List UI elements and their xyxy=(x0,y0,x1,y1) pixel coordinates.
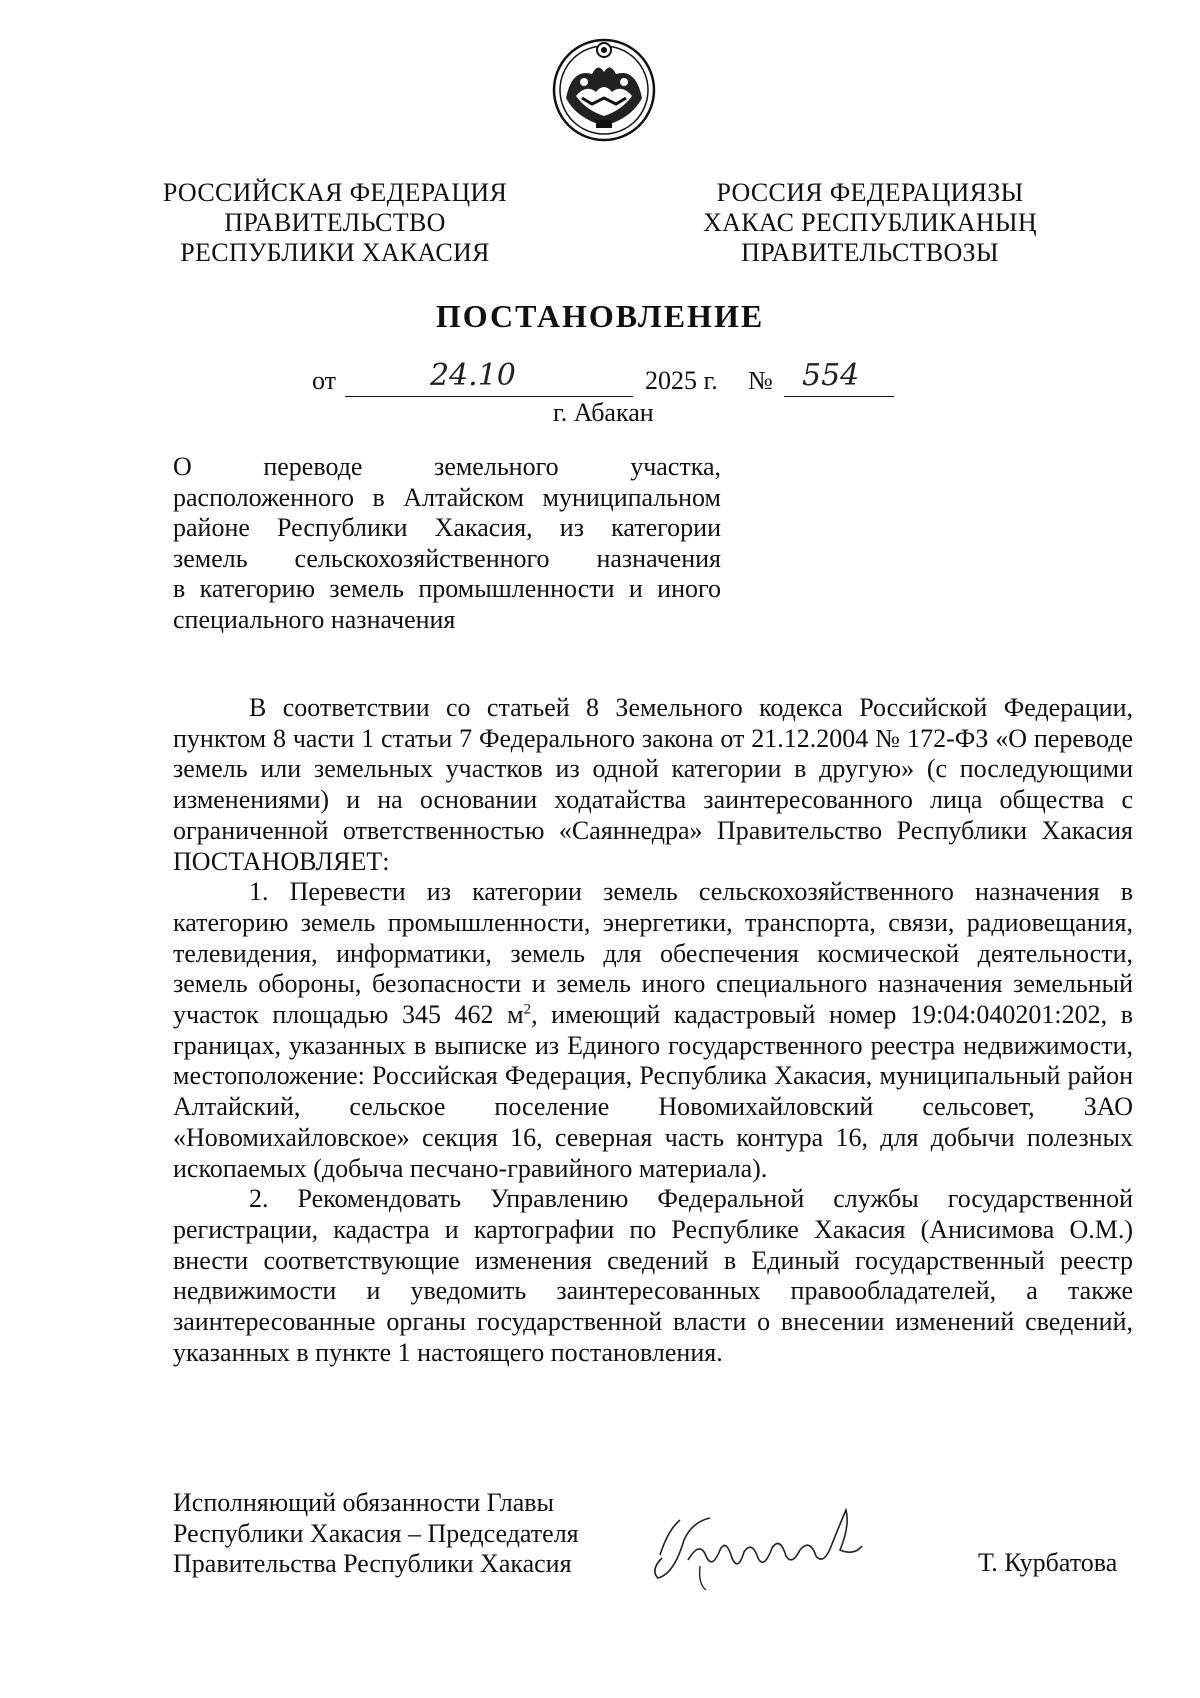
subject-line: О переводе земельного участка, xyxy=(173,452,721,481)
superscript: 2 xyxy=(523,1001,532,1018)
position-line: Правительства Республики Хакасия xyxy=(173,1549,572,1579)
number-underline xyxy=(784,396,894,397)
position-line: Республики Хакасия – Председателя xyxy=(173,1518,579,1548)
document-title: ПОСТАНОВЛЕНИЕ xyxy=(435,298,765,334)
header-left-block xyxy=(150,178,520,268)
number-label: № xyxy=(748,366,773,395)
subject-line: в категорию земель промышленности и иного xyxy=(173,574,721,604)
header-left-line: РОССИЙСКАЯ ФЕДЕРАЦИЯ xyxy=(162,178,508,207)
item-1-text: 1. Перевести из категории земель сельскохозяйственного назначения в категорию земель промышленности, энергетики, транспорта, связи, радиовещания, телевидения, информатики, земель для обеспечения космической деятельности, земель обороны, безопасности и земель иного специального назначения земельный участок площадью 345 462 м xyxy=(173,877,1133,1030)
subject-line: специального назначения xyxy=(173,604,456,634)
subject-line: расположенного в Алтайском муниципальном xyxy=(173,482,721,512)
handwritten-signature xyxy=(640,1500,870,1595)
date-underline xyxy=(345,396,633,397)
item-1-text-continued: , имеющий кадастровый номер 19:04:040201:202, в границах, указанных в выписке из Единого государственного реестра недвижимости, местоположение: Российская Федерация, Республика Хакасия, муниципальный район Алтайский, сельское поселение Новомихайловский сельсовет, ЗАО «Новомихайловское» секция 16, северная часть контура 16, для добычи полезных ископаемых (добыча песчано-гравийного материала). xyxy=(173,1000,1133,1183)
header-left-line: ПРАВИТЕЛЬСТВО xyxy=(224,208,446,237)
preamble-paragraph: В соответствии со статьей 8 Земельного кодекса Российской Федерации, пунктом 8 части 1 статьи 7 Федерального закона от 21.12.2004 № 172-ФЗ «О переводе земель или земельных участков из одной категории в другую» (с последующими изменениями) и на основании ходатайства заинтересованного лица общества с ограниченной ответственностью «Саяннедра» Правительство Республики Хакасия ПОСТАНОВЛЯЕТ: xyxy=(173,693,1133,876)
header-right-block xyxy=(690,178,1050,268)
body-text xyxy=(173,693,1133,1368)
date-year: 2025 г. xyxy=(645,366,718,395)
subject-line: районе Республики Хакасия, из категории xyxy=(173,513,721,543)
coat-of-arms-emblem xyxy=(552,38,656,142)
signatory-position xyxy=(173,1488,579,1580)
city: г. Абакан xyxy=(553,398,654,427)
item-2-paragraph: 2. Рекомендовать Управлению Федеральной службы государственной регистрации, кадастра и картографии по Республике Хакасия (Анисимова О.М.) внести соответствующие изменения сведений в Единый государственный реестр недвижимости и уведомить заинтересованных правообладателей, а также заинтересованные органы государственной власти о внесении изменений сведений, указанных в пункте 1 настоящего постановления. xyxy=(173,1184,1133,1367)
date-prefix: от xyxy=(312,366,337,395)
header-right-line: ХАКАС РЕСПУБЛИКАНЫҢ xyxy=(703,208,1037,237)
subject-line: земель сельскохозяйственного назначения xyxy=(173,543,721,573)
header-right-line: ПРАВИТЕЛЬСТВОЗЫ xyxy=(741,238,999,267)
header-left-line: РЕСПУБЛИКИ ХАКАСИЯ xyxy=(180,238,490,267)
handwritten-number: 554 xyxy=(802,358,860,393)
item-1-paragraph xyxy=(173,877,1133,1184)
position-line: Исполняющий обязанности Главы xyxy=(173,1488,554,1517)
subject-block xyxy=(173,452,721,636)
handwritten-date: 24.10 xyxy=(430,358,516,393)
signatory-name: Т. Курбатова xyxy=(978,1548,1118,1577)
header-right-line: РОССИЯ ФЕДЕРАЦИЯЗЫ xyxy=(716,178,1024,207)
